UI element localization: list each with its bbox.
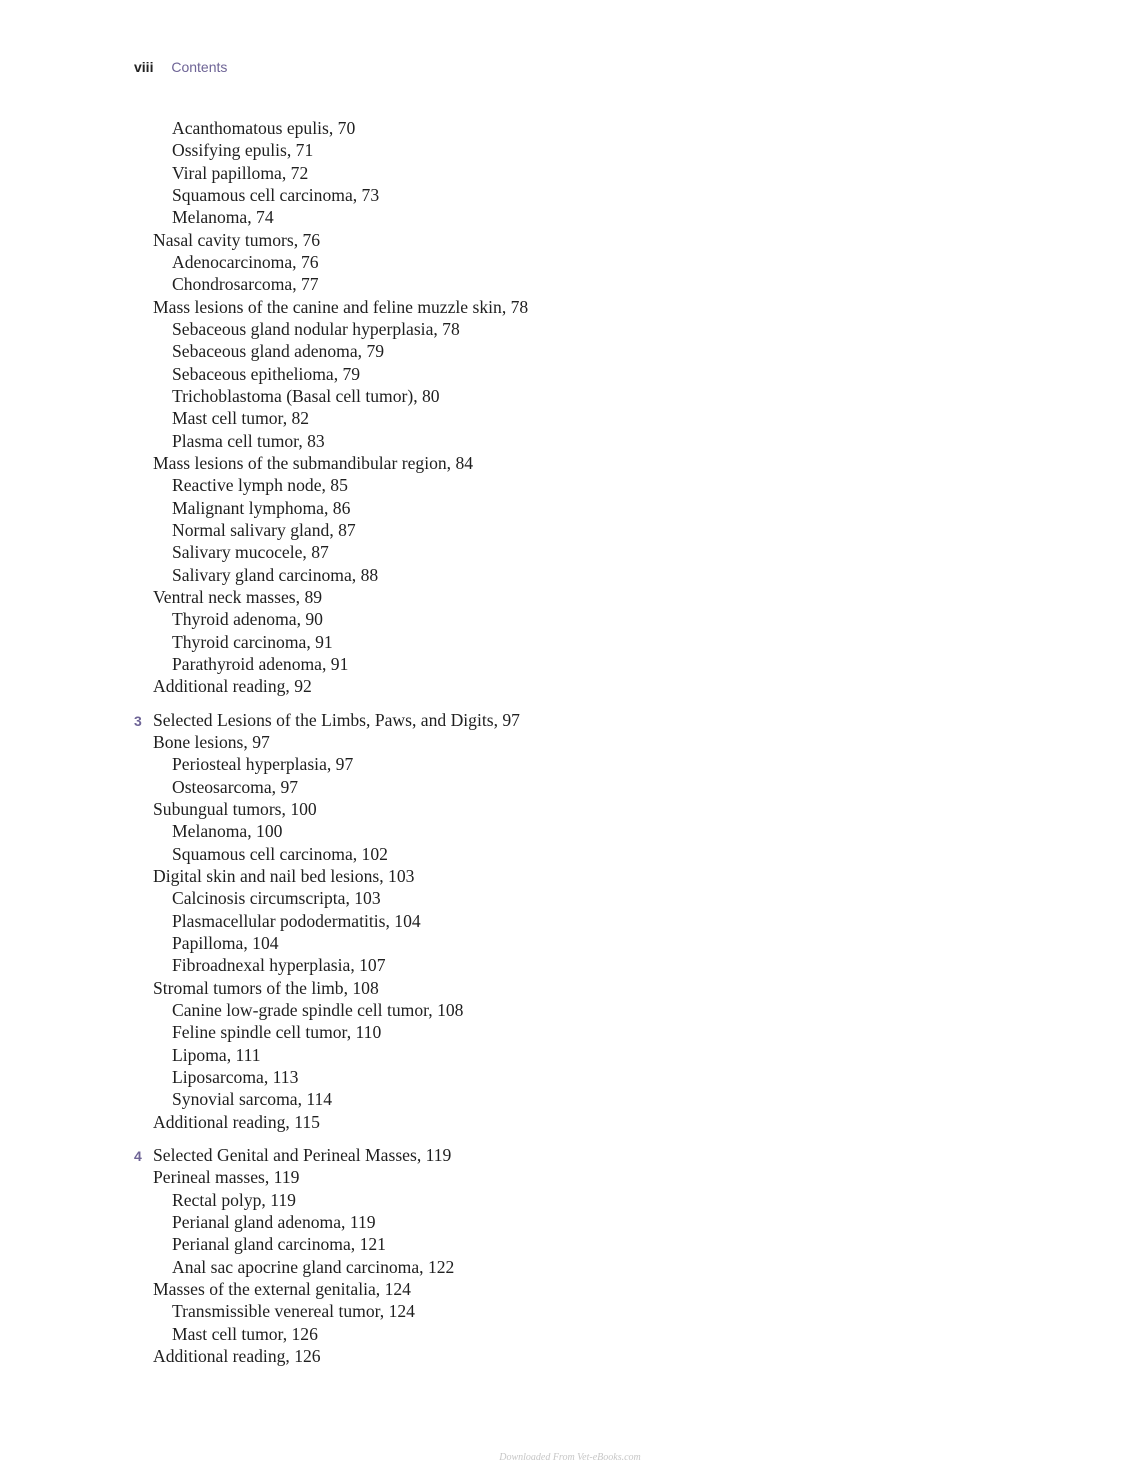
toc-subsection-entry: Plasma cell tumor, 83: [172, 430, 325, 451]
toc-subsection-entry: Perianal gland adenoma, 119: [172, 1211, 376, 1232]
toc-section-entry: Bone lesions, 97: [153, 731, 270, 752]
toc-section-entry: Stromal tumors of the limb, 108: [153, 977, 379, 998]
toc-section-entry: Additional reading, 92: [153, 676, 312, 697]
toc-subsection-entry: Sebaceous epithelioma, 79: [172, 363, 361, 384]
chapter-title: Selected Genital and Perineal Masses, 119: [153, 1144, 452, 1165]
toc-subsection-entry: Parathyroid adenoma, 91: [172, 653, 349, 674]
chapter-title: Selected Lesions of the Limbs, Paws, and Digits, 97: [153, 709, 520, 730]
toc-subsection-entry: Anal sac apocrine gland carcinoma, 122: [172, 1256, 455, 1277]
toc-section-entry: Additional reading, 126: [153, 1345, 321, 1366]
toc-subsection-entry: Squamous cell carcinoma, 102: [172, 843, 388, 864]
toc-subsection-entry: Lipoma, 111: [172, 1044, 261, 1065]
toc-subsection-entry: Mast cell tumor, 126: [172, 1323, 318, 1344]
toc-section-entry: Additional reading, 115: [153, 1111, 320, 1132]
toc-subsection-entry: Feline spindle cell tumor, 110: [172, 1022, 382, 1043]
toc-subsection-entry: Chondrosarcoma, 77: [172, 274, 319, 295]
toc-subsection-entry: Melanoma, 100: [172, 821, 283, 842]
toc-subsection-entry: Transmissible venereal tumor, 124: [172, 1301, 415, 1322]
toc-subsection-entry: Thyroid adenoma, 90: [172, 609, 323, 630]
toc-subsection-entry: Adenocarcinoma, 76: [172, 252, 319, 272]
toc-subsection-entry: Malignant lymphoma, 86: [172, 497, 351, 518]
running-title: Contents: [171, 59, 228, 75]
toc-subsection-entry: Perianal gland carcinoma, 121: [172, 1234, 386, 1255]
toc-subsection-entry: Trichoblastoma (Basal cell tumor), 80: [172, 386, 440, 406]
toc-subsection-entry: Plasmacellular pododermatitis, 104: [172, 910, 421, 931]
toc-subsection-entry: Viral papilloma, 72: [172, 162, 309, 183]
toc-section-entry: Digital skin and nail bed lesions, 103: [153, 865, 415, 886]
toc-subsection-entry: Normal salivary gland, 87: [172, 519, 356, 540]
page-header: [134, 57, 227, 77]
toc-subsection-entry: Papilloma, 104: [172, 932, 279, 953]
toc-subsection-entry: Sebaceous gland adenoma, 79: [172, 341, 385, 362]
toc-subsection-entry: Acanthomatous epulis, 70: [172, 118, 356, 138]
toc-chapter-heading: [134, 1144, 451, 1167]
toc-subsection-entry: Synovial sarcoma, 114: [172, 1089, 333, 1110]
toc-subsection-entry: Mast cell tumor, 82: [172, 408, 310, 429]
toc-subsection-entry: Osteosarcoma, 97: [172, 776, 299, 797]
toc-subsection-entry: Thyroid carcinoma, 91: [172, 631, 333, 652]
toc-section-entry: Subungual tumors, 100: [153, 798, 317, 819]
toc-subsection-entry: Liposarcoma, 113: [172, 1066, 299, 1087]
toc-subsection-entry: Fibroadnexal hyperplasia, 107: [172, 955, 386, 976]
page-number: viii: [134, 59, 154, 75]
toc-subsection-entry: Squamous cell carcinoma, 73: [172, 185, 380, 205]
toc-subsection-entry: Salivary gland carcinoma, 88: [172, 564, 379, 585]
toc-section-entry: Mass lesions of the submandibular region, 84: [153, 452, 474, 473]
watermark-footer: Downloaded From Vet-eBooks.com: [499, 1452, 641, 1463]
chapter-number: 3: [134, 712, 142, 729]
toc-subsection-entry: Salivary mucocele, 87: [172, 542, 329, 563]
toc-section-entry: Mass lesions of the canine and feline muzzle skin, 78: [153, 296, 529, 317]
toc-subsection-entry: Canine low-grade spindle cell tumor, 108: [172, 999, 464, 1020]
toc-section-entry: Perineal masses, 119: [153, 1167, 300, 1188]
toc-section-entry: Masses of the external genitalia, 124: [153, 1278, 411, 1299]
chapter-number: 4: [134, 1147, 142, 1164]
toc-subsection-entry: Sebaceous gland nodular hyperplasia, 78: [172, 319, 460, 339]
toc-subsection-entry: Reactive lymph node, 85: [172, 475, 348, 496]
toc-subsection-entry: Periosteal hyperplasia, 97: [172, 754, 354, 775]
toc-subsection-entry: Melanoma, 74: [172, 207, 274, 228]
toc-subsection-entry: Ossifying epulis, 71: [172, 140, 314, 161]
toc-subsection-entry: Calcinosis circumscripta, 103: [172, 888, 381, 909]
toc-section-entry: Ventral neck masses, 89: [153, 586, 323, 607]
toc-section-entry: Nasal cavity tumors, 76: [153, 229, 321, 250]
toc-chapter-heading: [134, 709, 520, 732]
toc-subsection-entry: Rectal polyp, 119: [172, 1189, 296, 1210]
